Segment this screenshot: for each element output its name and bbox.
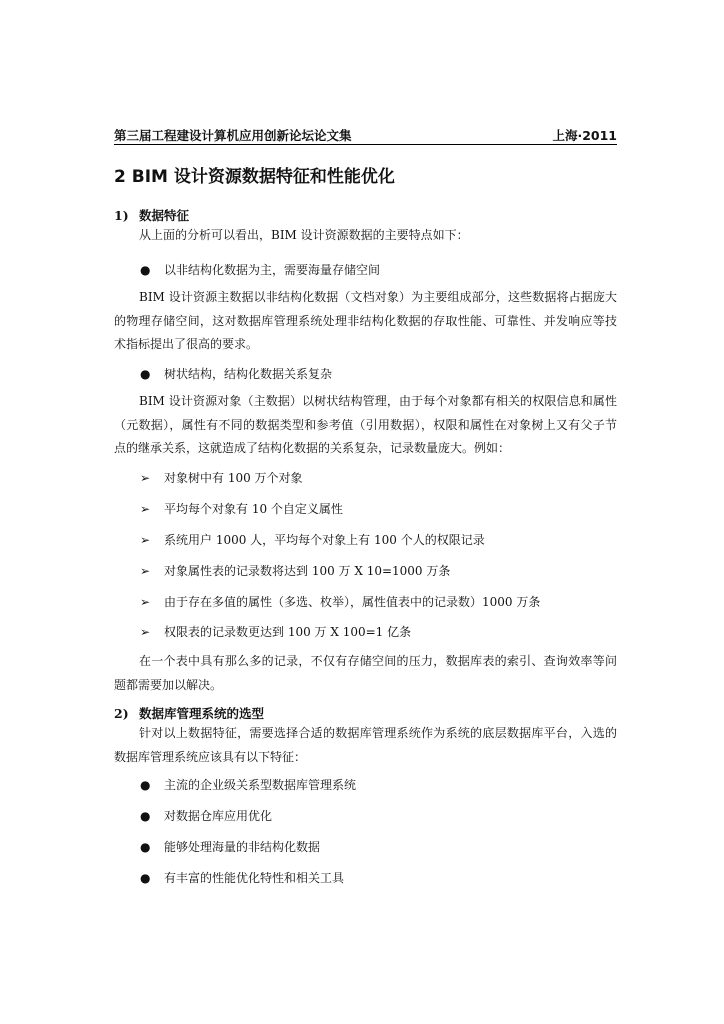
arrow-bullet-icon: ➢ [140, 564, 151, 578]
example-text: 由于存在多值的属性（多选、枚举），属性值表中的记录数）1000 万条 [164, 595, 541, 609]
arrow-bullet-icon: ➢ [140, 625, 151, 639]
bullet-dot-icon: ● [140, 778, 151, 792]
paragraph-tree-structure: BIM 设计资源对象（主数据）以树状结构管理，由于每个对象都有相关的权限信息和属性（元数据），属性有不同的数据类型和参考值（引用数据），权限和属性在对象树上又有父子节点的继承关系，这就造成了结构化数据的关系复杂，记录数量庞大。例如： [114, 394, 617, 455]
paragraph-dbms-selection: 针对以上数据特征，需要选择合适的数据库管理系统作为系统的底层数据库平台，入选的数据库管理系统应该具有以下特征： [114, 726, 617, 764]
feature-text: 有丰富的性能优化特性和相关工具 [164, 871, 345, 885]
bullet-dot-icon: ● [140, 367, 151, 381]
bullet-item [140, 261, 380, 279]
bullet-dot-icon: ● [140, 809, 151, 823]
example-text: 对象树中有 100 万个对象 [164, 471, 303, 485]
feature-item [140, 869, 344, 887]
bullet-text: 树状结构，结构化数据关系复杂 [164, 367, 333, 381]
subsection-heading-1 [114, 206, 189, 224]
feature-text: 对数据仓库应用优化 [164, 809, 273, 823]
feature-item [140, 838, 320, 856]
subsection-number: 1) [114, 208, 129, 223]
example-item [140, 562, 450, 580]
example-item [140, 469, 303, 487]
section-title: 2 BIM 设计资源数据特征和性能优化 [114, 167, 395, 187]
arrow-bullet-icon: ➢ [140, 471, 151, 485]
subsection-title: 数据库管理系统的选型 [139, 706, 265, 721]
example-item [140, 593, 540, 611]
feature-item [140, 776, 356, 794]
bullet-dot-icon: ● [140, 871, 151, 885]
paragraph-storage-pressure: 在一个表中具有那么多的记录，不仅有存储空间的压力，数据库表的索引、查询效率等问题都需要加以解决。 [114, 654, 617, 692]
example-text: 平均每个对象有 10 个自定义属性 [164, 502, 343, 516]
paragraph-unstructured-data: BIM 设计资源主数据以非结构化数据（文档对象）为主要组成部分，这些数据将占据庞大的物理存储空间，这对数据库管理系统处理非结构化数据的存取性能、可靠性、并发响应等技术指标提出了很高的要求。 [114, 290, 617, 351]
header-proceedings-title: 第三届工程建设计算机应用创新论坛论文集 [114, 128, 352, 143]
example-text: 权限表的记录数更达到 100 万 X 100=1 亿条 [164, 625, 412, 639]
example-text: 系统用户 1000 人，平均每个对象上有 100 个人的权限记录 [164, 533, 485, 547]
header-location-year: 上海·2011 [552, 128, 617, 143]
bullet-text: 以非结构化数据为主，需要海量存储空间 [164, 263, 381, 277]
subsection-title: 数据特征 [139, 208, 190, 223]
arrow-bullet-icon: ➢ [140, 533, 151, 547]
arrow-bullet-icon: ➢ [140, 595, 151, 609]
example-text: 对象属性表的记录数将达到 100 万 X 10=1000 万条 [164, 564, 451, 578]
feature-item [140, 807, 272, 825]
subsection-heading-2 [114, 704, 264, 722]
example-item [140, 500, 343, 518]
bullet-item [140, 365, 332, 383]
running-header [114, 124, 617, 145]
arrow-bullet-icon: ➢ [140, 502, 151, 516]
paragraph-intro: 从上面的分析可以看出，BIM 设计资源数据的主要特点如下： [139, 228, 469, 242]
bullet-dot-icon: ● [140, 840, 151, 854]
feature-text: 能够处理海量的非结构化数据 [164, 840, 321, 854]
example-item [140, 623, 411, 641]
feature-text: 主流的企业级关系型数据库管理系统 [164, 778, 357, 792]
bullet-dot-icon: ● [140, 263, 151, 277]
example-item [140, 531, 485, 549]
subsection-number: 2) [114, 706, 129, 721]
